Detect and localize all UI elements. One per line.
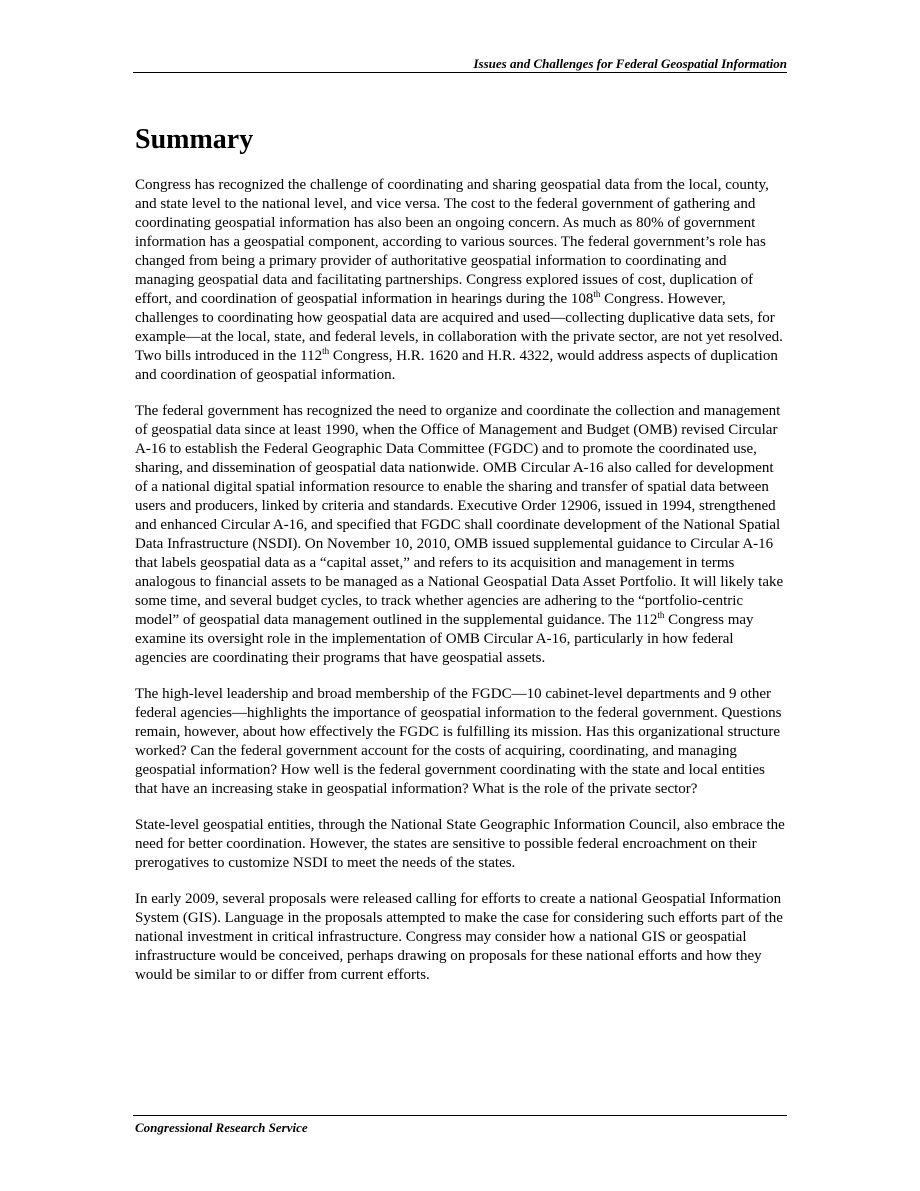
header-rule — [133, 72, 787, 73]
page-title: Summary — [135, 124, 254, 155]
paragraph-3: The high-level leadership and broad membership of the FGDC—10 cabinet-level departments and 9 other federal agencies—highlights the importance of geospatial information to the federal government. Questions remain, however, about how effectively the FGDC is fulfilling its mission. Has this organizational structure worked? Can the federal government account for the costs of acquiring, coordinating, and managing geospatial information? How well is the federal government coordinating with the state and local entities that have an increasing stake in geospatial information? What is the role of the private sector? — [135, 686, 782, 797]
paragraph-1: Congress has recognized the challenge of coordinating and sharing geospatial data from the local, county, and state level to the national level, and vice versa. The cost to the federal government of gathering and coordinating geospatial information has also been an ongoing concern. As much as 80% of government information has a geospatial component, according to various sources. The federal government’s role has changed from being a primary provider of authoritative geospatial information to coordinating and managing geospatial data and facilitating partnerships. Congress explored issues of cost, duplication of effort, and coordination of geospatial information in hearings during the 108th Congress. However, challenges to coordinating how geospatial data are acquired and used—collecting duplicative data sets, for example—at the local, state, and federal levels, in collaboration with the private sector, are not yet resolved. Two bills introduced in the 112th Congress, H.R. 1620 and H.R. 4322, would address aspects of duplication and coordination of geospatial information. — [135, 177, 783, 383]
footer-rule — [133, 1115, 787, 1116]
running-footer: Congressional Research Service — [135, 1120, 308, 1135]
paragraph-2: The federal government has recognized the need to organize and coordinate the collection and management of geospatial data since at least 1990, when the Office of Management and Budget (OMB) revised Circular A-16 to establish the Federal Geographic Data Committee (FGDC) and to promote the coordinated use, sharing, and dissemination of geospatial data nationwide. OMB Circular A-16 also called for development of a national digital spatial information resource to enable the sharing and transfer of spatial data between users and producers, linked by criteria and standards. Executive Order 12906, issued in 1994, strengthened and enhanced Circular A-16, and specified that FGDC shall coordinate development of the National Spatial Data Infrastructure (NSDI). On November 10, 2010, OMB issued supplemental guidance to Circular A-16 that labels geospatial data as a “capital asset,” and refers to its acquisition and management in terms analogous to financial assets to be managed as a National Geospatial Data Asset Portfolio. It will likely take some time, and several budget cycles, to track whether agencies are adhering to the “portfolio-centric model” of geospatial data management outlined in the supplemental guidance. The 112th Congress may examine its oversight role in the implementation of OMB Circular A-16, particularly in how federal agencies are coordinating their programs that have geospatial assets. — [135, 403, 784, 666]
summary-body — [135, 176, 786, 1002]
paragraph-4: State-level geospatial entities, through the National State Geographic Information Council, also embrace the need for better coordination. However, the states are sensitive to possible federal encroachment on their prerogatives to customize NSDI to meet the needs of the states. — [135, 817, 785, 871]
running-header: Issues and Challenges for Federal Geospatial Information — [473, 56, 787, 71]
paragraph-5: In early 2009, several proposals were released calling for efforts to create a national Geospatial Information System (GIS). Language in the proposals attempted to make the case for considering such efforts part of the national investment in critical infrastructure. Congress may consider how a national GIS or geospatial infrastructure would be conceived, perhaps drawing on proposals for these national efforts and how they would be similar to or differ from current efforts. — [135, 891, 783, 983]
